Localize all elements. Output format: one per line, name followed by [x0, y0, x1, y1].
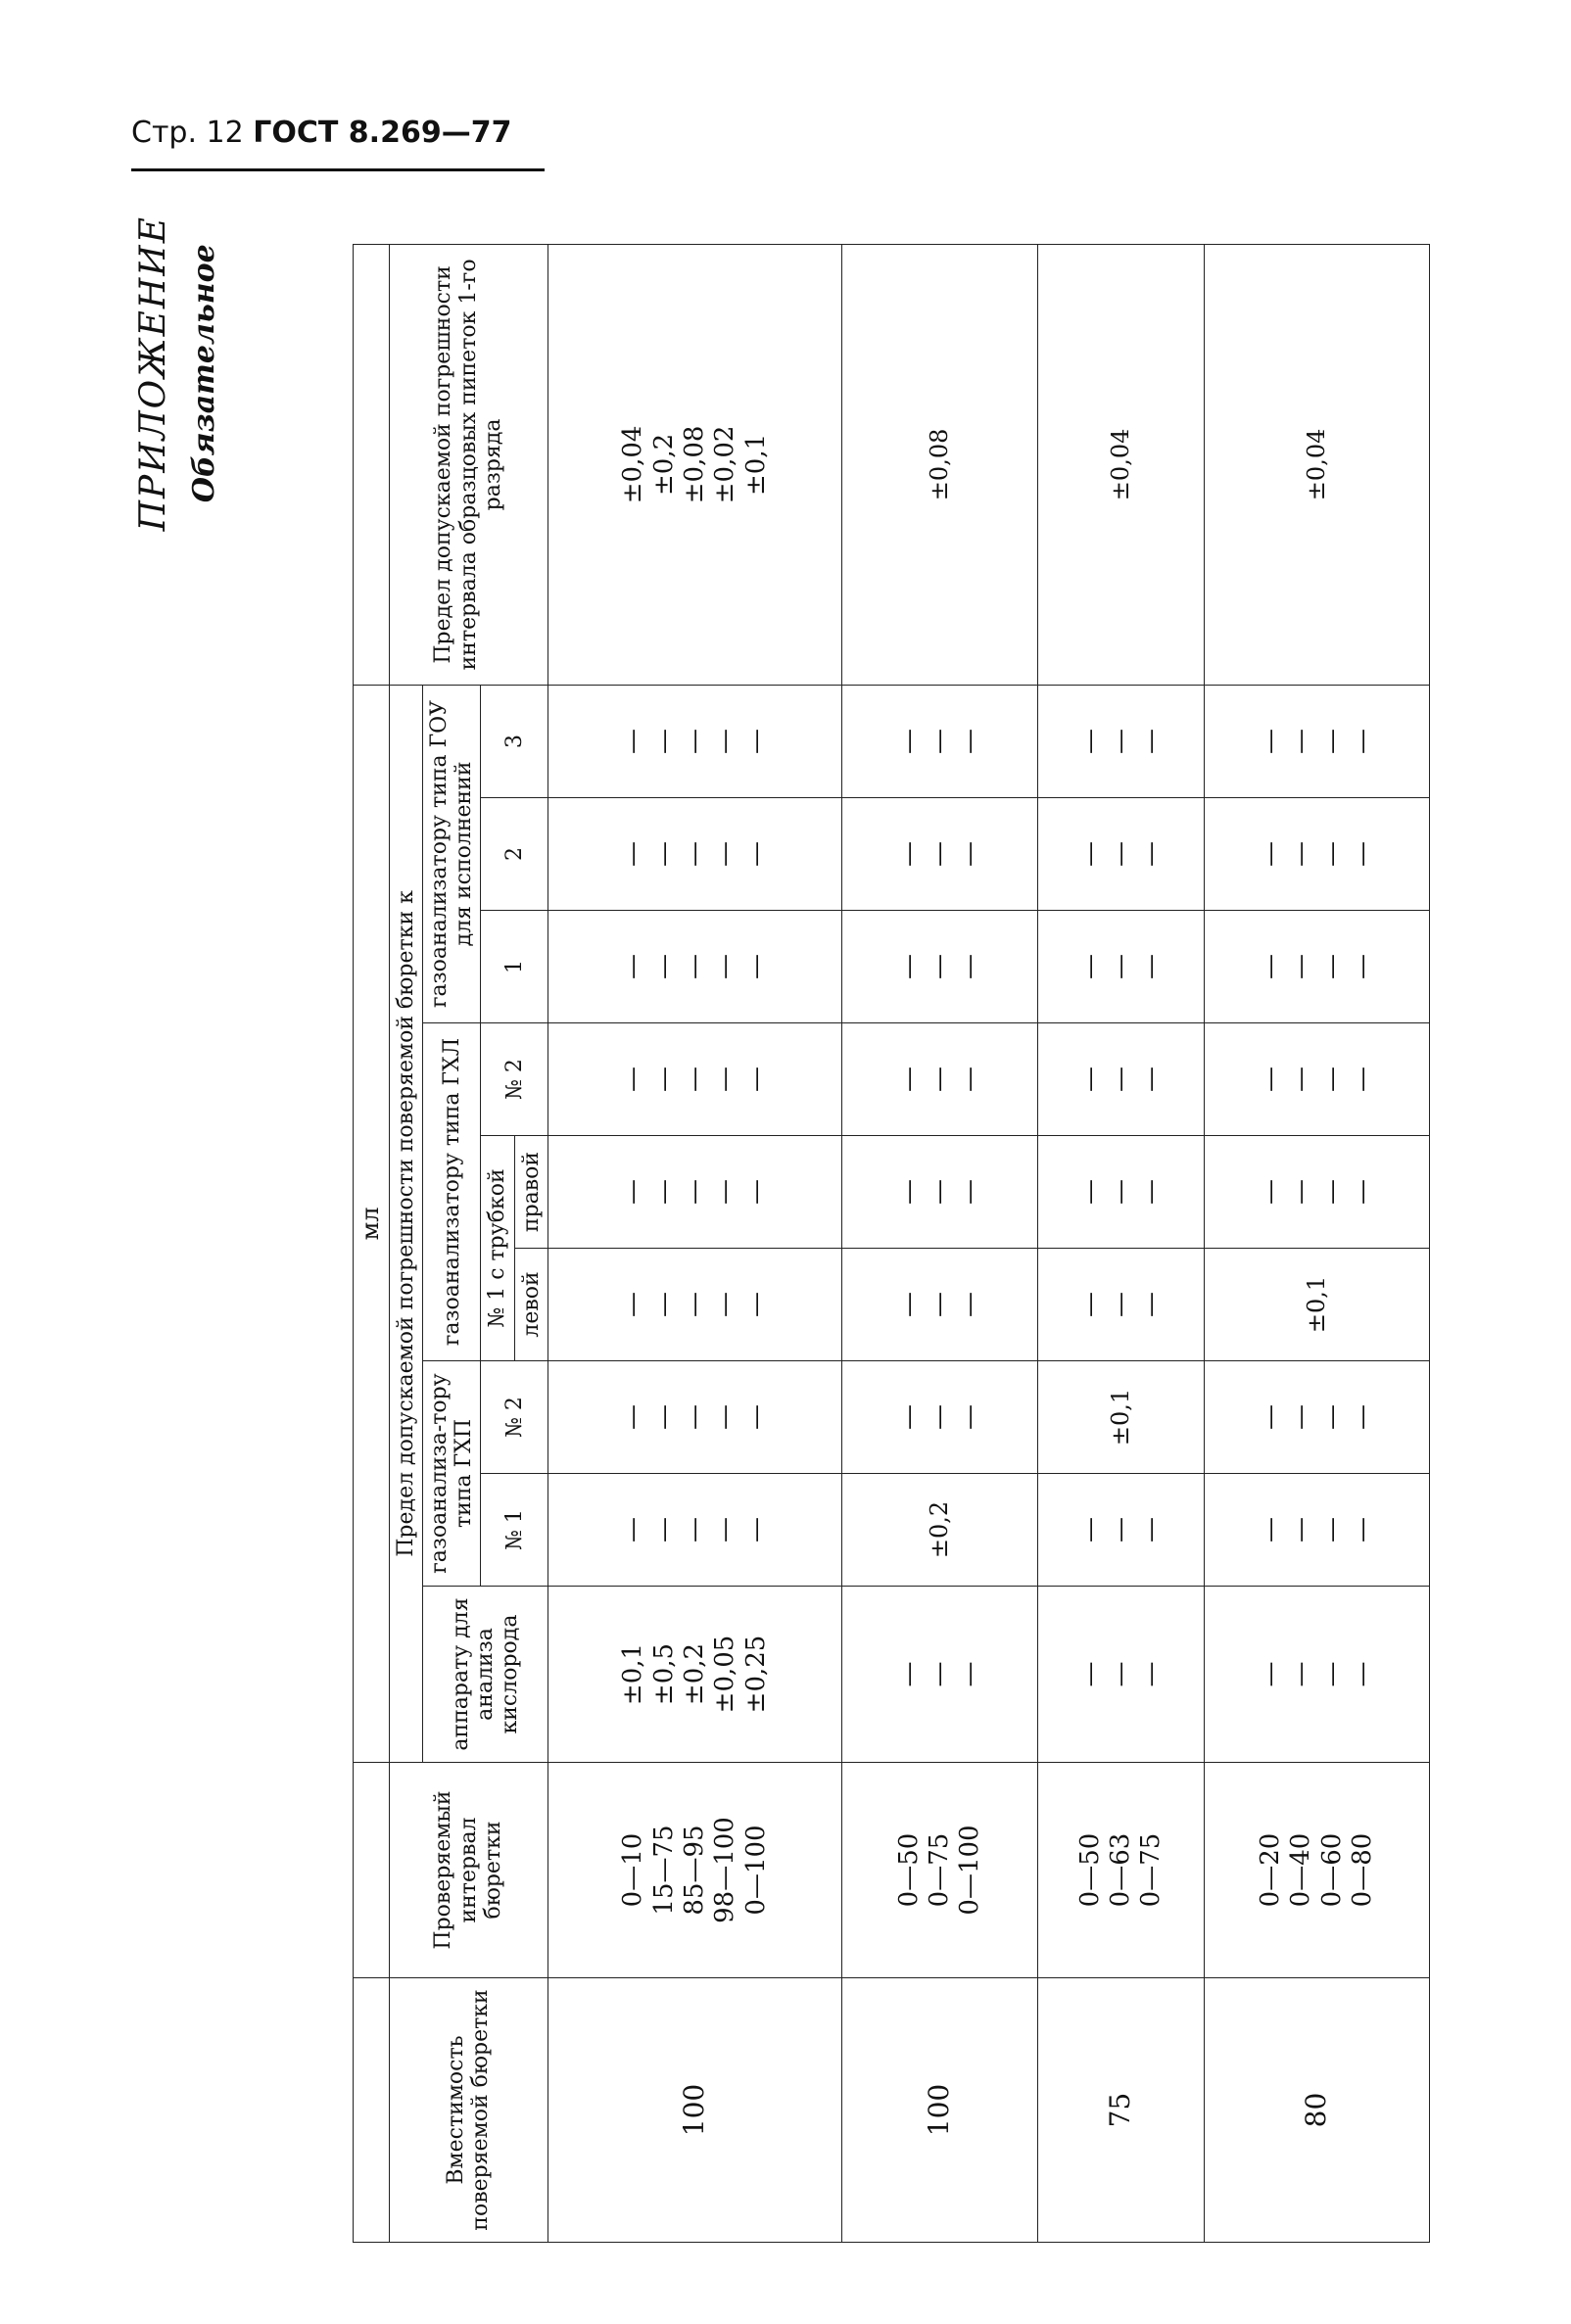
appendix-label — [133, 215, 221, 531]
capacity-cell: 75 — [1038, 1978, 1205, 2243]
unit-label: мл — [354, 685, 390, 1762]
col-gou-1: 1 — [481, 911, 548, 1023]
table-row — [548, 244, 842, 2242]
col-pipette: Предел допускаемой погрешности интервала образцовых пипеток 1-го разряда — [389, 244, 547, 685]
pipette-cell: ±0,04 — [1038, 244, 1205, 685]
ghl-left-cell: — — — — [842, 1249, 1038, 1361]
oxygen-cell: — — — — — [1205, 1587, 1430, 1763]
gou3-cell: — — — — [842, 685, 1038, 797]
table-row — [842, 244, 1038, 2242]
gou3-cell: — — — — — [1205, 685, 1430, 797]
col-oxygen: аппарату для анализа кислорода — [422, 1587, 547, 1763]
ghl2-cell: — — — — [842, 1023, 1038, 1136]
gou1-cell: — — — — [1038, 911, 1205, 1023]
col-ghl: газоанализатору типа ГХЛ — [422, 1023, 481, 1361]
header-rule — [131, 168, 545, 171]
gou1-cell: — — — — — [1205, 911, 1430, 1023]
interval-cell: 0—50 0—63 0—75 — [1038, 1763, 1205, 1978]
page-header — [131, 116, 511, 150]
ghl2-cell: — — — — — — [548, 1023, 842, 1136]
capacity-cell: 80 — [1205, 1978, 1430, 2243]
ghl-right-cell: — — — — [1038, 1136, 1205, 1249]
oxygen-cell: — — — — [1038, 1587, 1205, 1763]
appendix-title: ПРИЛОЖЕНИЕ — [133, 215, 173, 532]
gou2-cell: — — — — [1038, 798, 1205, 911]
col-limit-group: Предел допускаемой погрешности поверяемой бюретки к — [389, 685, 422, 1762]
table-row — [1038, 244, 1205, 2242]
col-interval: Проверяемый интервал бюретки — [389, 1763, 547, 1978]
ghp1-cell: — — — — — [1205, 1474, 1430, 1587]
oxygen-cell: — — — — [842, 1587, 1038, 1763]
appendix-subtitle: Обязательное — [187, 244, 221, 503]
interval-cell: 0—10 15—75 85—95 98—100 0—100 — [548, 1763, 842, 1978]
col-gou-3: 3 — [481, 685, 548, 797]
pipette-cell: ±0,08 — [842, 244, 1038, 685]
ghl-right-cell: — — — — [842, 1136, 1038, 1249]
ghl-left-cell: — — — — — — [548, 1249, 842, 1361]
ghp2-cell: ±0,1 — [1038, 1361, 1205, 1474]
pipette-cell: ±0,04 — [1205, 244, 1430, 685]
gou1-cell: — — — — — — [548, 911, 842, 1023]
ghl2-cell: — — — — [1038, 1023, 1205, 1136]
gou2-cell: — — — — — — [548, 798, 842, 911]
col-ghl-no2: № 2 — [481, 1023, 548, 1136]
ghp2-cell: — — — — — [1205, 1361, 1430, 1474]
rotated-sheet — [118, 196, 1489, 2243]
interval-cell: 0—50 0—75 0—100 — [842, 1763, 1038, 1978]
ghp1-cell: ±0,2 — [842, 1474, 1038, 1587]
oxygen-cell: ±0,1 ±0,5 ±0,2 ±0,05 ±0,25 — [548, 1587, 842, 1763]
ghp1-cell: — — — — [1038, 1474, 1205, 1587]
capacity-cell: 100 — [842, 1978, 1038, 2243]
gou2-cell: — — — — [842, 798, 1038, 911]
col-ghl-right: правой — [514, 1136, 547, 1249]
gou2-cell: — — — — — [1205, 798, 1430, 911]
ghp2-cell: — — — — — — [548, 1361, 842, 1474]
ghp1-cell: — — — — — — [548, 1474, 842, 1587]
col-gou: газоанализатору типа ГОУ для исполнений — [422, 685, 481, 1022]
col-ghl-no1-tube: № 1 с трубкой — [481, 1136, 514, 1361]
interval-cell: 0—20 0—40 0—60 0—80 — [1205, 1763, 1430, 1978]
gou3-cell: — — — — — — [548, 685, 842, 797]
capacity-cell: 100 — [548, 1978, 842, 2243]
col-ghp-no1: № 1 — [481, 1474, 548, 1587]
gou3-cell: — — — — [1038, 685, 1205, 797]
col-ghl-left: левой — [514, 1249, 547, 1361]
col-gou-2: 2 — [481, 798, 548, 911]
pipette-cell: ±0,04 ±0,2 ±0,08 ±0,02 ±0,1 — [548, 244, 842, 685]
col-ghp-no2: № 2 — [481, 1361, 548, 1474]
ghl-right-cell: — — — — — [1205, 1136, 1430, 1249]
ghl-right-cell: — — — — — — [548, 1136, 842, 1249]
ghp2-cell: — — — — [842, 1361, 1038, 1474]
ghl-left-cell: ±0,1 — [1205, 1249, 1430, 1361]
col-ghp: газоанализа-тору типа ГХП — [422, 1361, 481, 1587]
ghl-left-cell: — — — — [1038, 1249, 1205, 1361]
standard-title: ГОСТ 8.269—77 — [253, 116, 512, 150]
page-number: Стр. 12 — [131, 116, 244, 150]
col-capacity: Вместимость поверяемой бюретки — [389, 1978, 547, 2243]
ghl2-cell: — — — — — [1205, 1023, 1430, 1136]
table-row — [1205, 244, 1430, 2242]
gou1-cell: — — — — [842, 911, 1038, 1023]
tolerance-table — [353, 244, 1430, 2243]
